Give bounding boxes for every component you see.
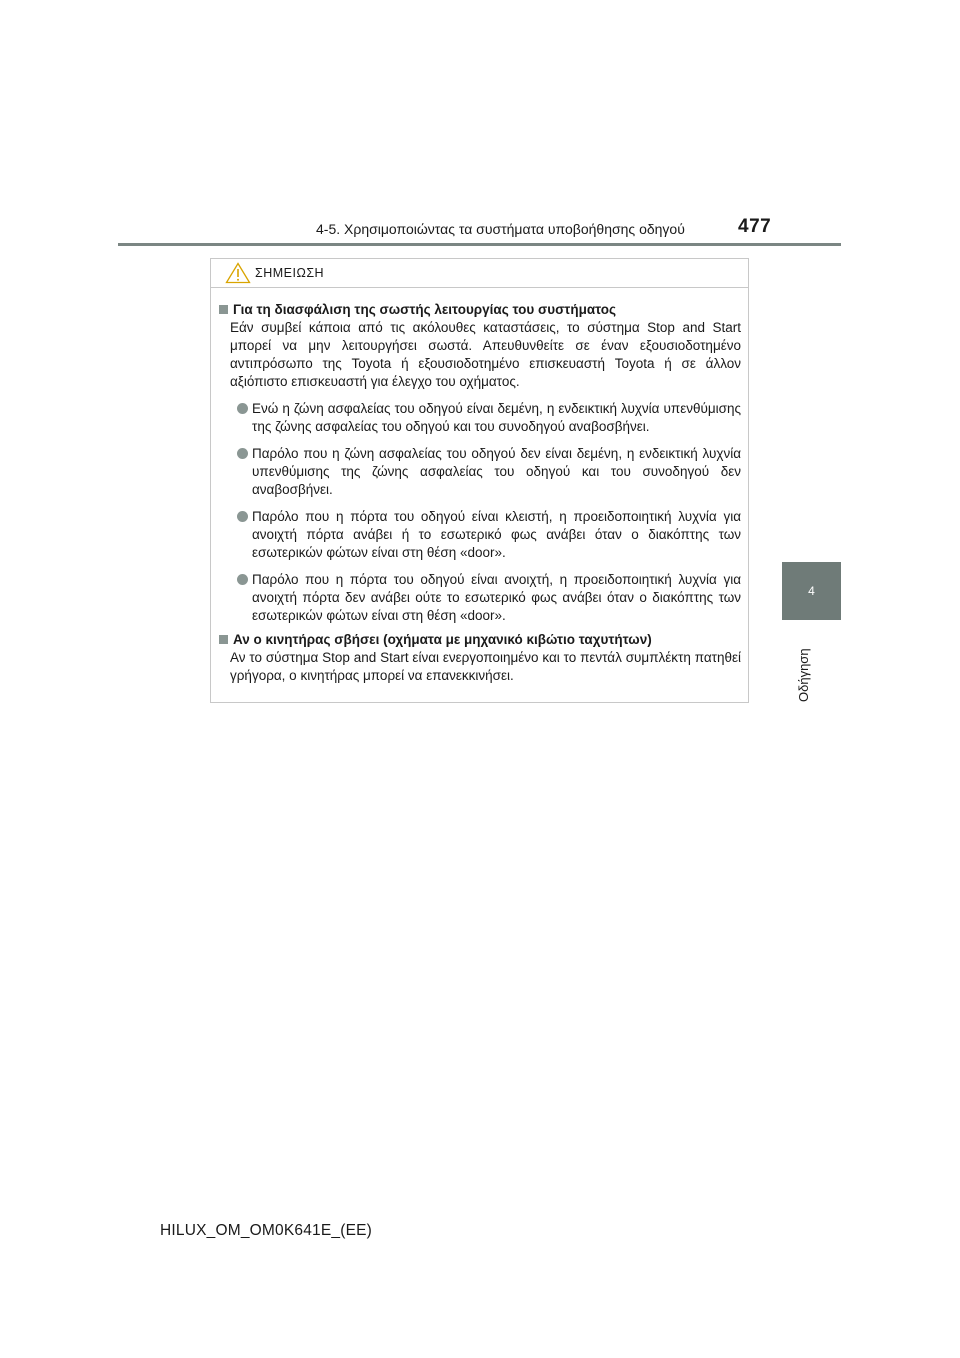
note-title: ΣΗΜΕΙΩΣΗ	[255, 266, 325, 280]
document-code: HILUX_OM_OM0K641E_(EE)	[160, 1222, 373, 1239]
round-bullet-icon	[237, 574, 248, 585]
list-item-text: Παρόλο που η πόρτα του οδηγού είναι ανοιχτή, η προειδοποιητική λυχνία για ανοιχτή πόρτα δεν ανάβει ούτε το εσωτερικό φως ανάβει όταν ο διακόπτης των εσωτερικών φώτων είναι στη θέση «door».	[252, 572, 741, 623]
square-bullet-icon	[219, 635, 228, 644]
warning-triangle-icon	[225, 262, 251, 284]
list-item-text: Ενώ η ζώνη ασφαλείας του οδηγού είναι δεμένη, η ενδεικτική λυχνία υπενθύμισης της ζώνης ασφαλείας του οδηγού και του συνοδηγού αναβοσβήνει.	[252, 401, 741, 434]
list-item	[219, 508, 741, 562]
round-bullet-icon	[237, 511, 248, 522]
section-heading-engine-stall	[219, 631, 741, 649]
section-heading-proper-operation	[219, 301, 741, 319]
note-box	[210, 258, 749, 703]
note-content	[211, 288, 748, 685]
heading-text: Αν ο κινητήρας σβήσει (οχήματα με μηχανικό κιβώτιο ταχυτήτων)	[233, 632, 652, 647]
engine-stall-paragraph: Αν το σύστημα Stop and Start είναι ενεργοποιημένο και το πεντάλ συμπλέκτη πατηθεί γρήγορα, ο κινητήρας μπορεί να επανεκκινήσει.	[230, 650, 741, 683]
round-bullet-icon	[237, 448, 248, 459]
note-header	[211, 259, 748, 288]
square-bullet-icon	[219, 305, 228, 314]
chapter-tab	[782, 562, 841, 620]
chapter-label: Οδήγηση	[796, 648, 811, 702]
chapter-number: 4	[808, 584, 815, 598]
round-bullet-icon	[237, 403, 248, 414]
header-divider	[118, 243, 841, 246]
list-item-text: Παρόλο που η πόρτα του οδηγού είναι κλειστή, η προειδοποιητική λυχνία για ανοιχτή πόρτα ανάβει ή το εσωτερικό φως ανάβει όταν ο διακόπτης των εσωτερικών φώτων είναι στη θέση «door».	[252, 509, 741, 560]
list-item	[219, 445, 741, 499]
heading-text: Για τη διασφάλιση της σωστής λειτουργίας του συστήματος	[233, 302, 617, 317]
list-item-text: Παρόλο που η ζώνη ασφαλείας του οδηγού δεν είναι δεμένη, η ενδεικτική λυχνία υπενθύμισης της ζώνης ασφαλείας του οδηγού και του συνοδηγού δεν αναβοσβήνει.	[252, 446, 741, 497]
list-item	[219, 571, 741, 625]
page-number: 477	[738, 216, 772, 237]
intro-paragraph: Εάν συμβεί κάποια από τις ακόλουθες καταστάσεις, το σύστημα Stop and Start μπορεί να μην λειτουργήσει σωστά. Απευθυνθείτε σε έναν εξουσιοδοτημένο αντιπρόσωπο της Toyota ή εξουσιοδοτημένο επισκευαστή Toyota ή σε άλλον αξιόπιστο επισκευαστή για έλεγχο του οχήματος.	[230, 320, 741, 389]
list-item	[219, 400, 741, 436]
section-title: 4-5. Χρησιμοποιώντας τα συστήματα υποβοήθησης οδηγού	[316, 221, 685, 237]
